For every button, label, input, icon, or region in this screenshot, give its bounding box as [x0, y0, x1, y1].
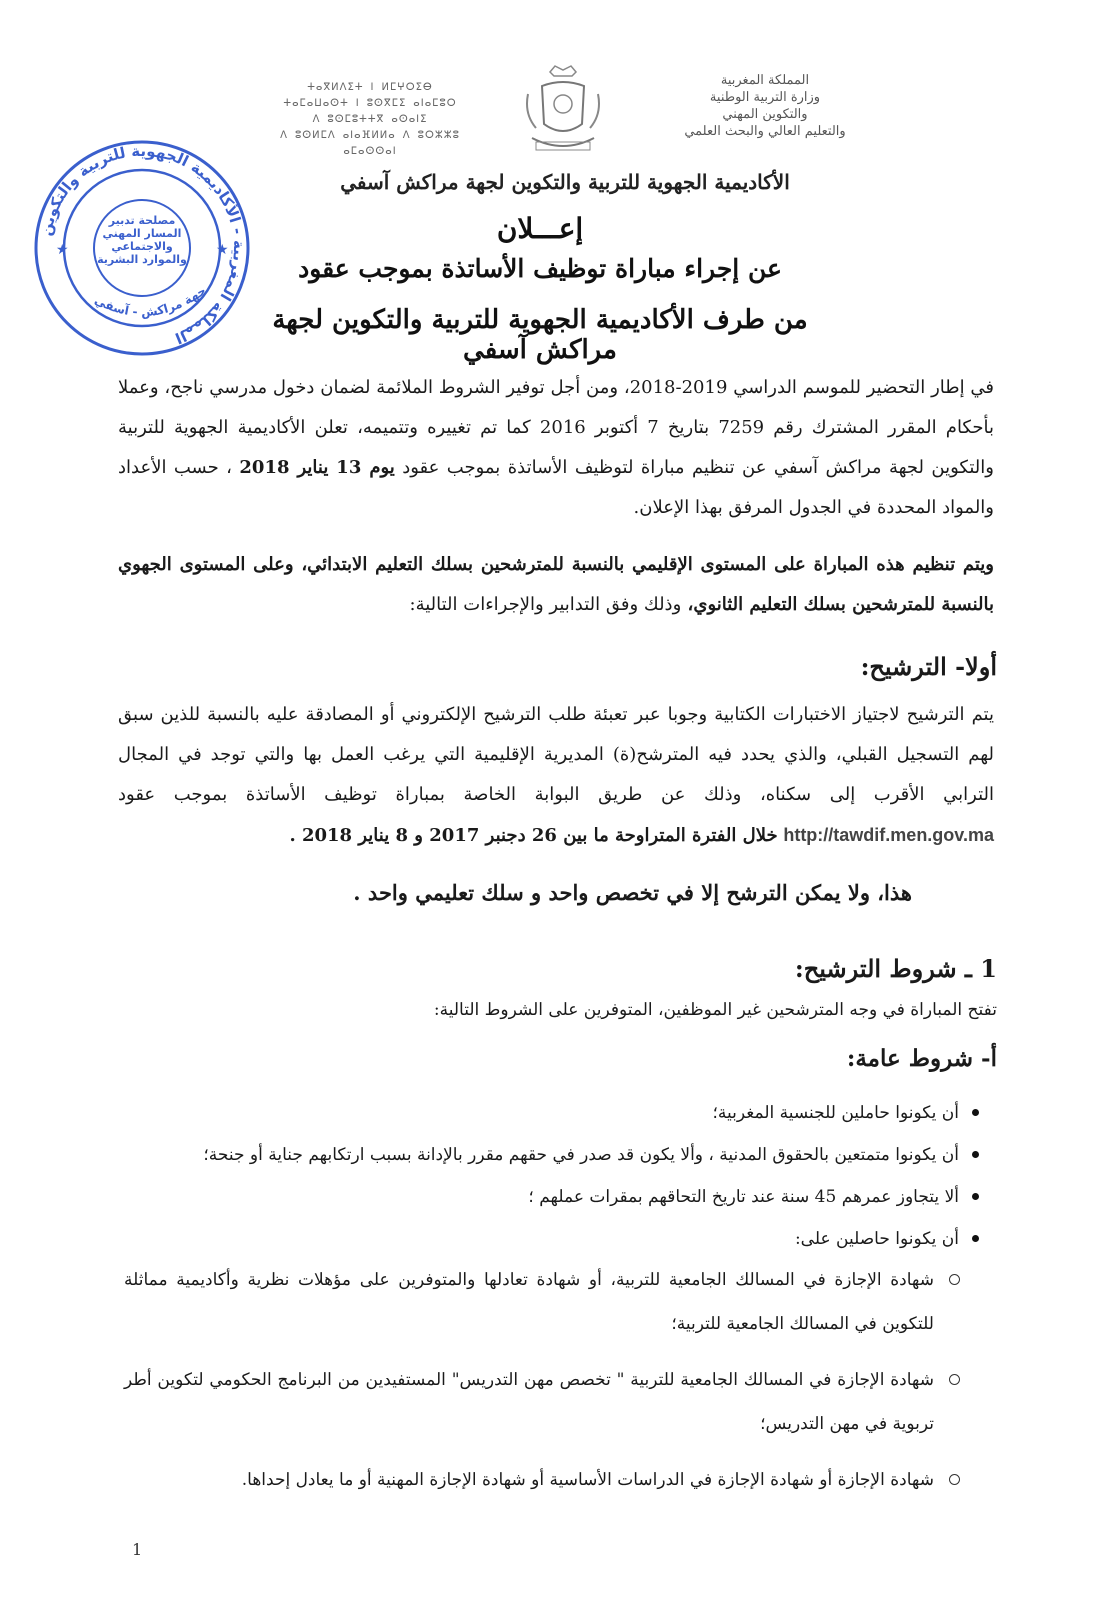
list-item — [124, 1458, 934, 1502]
candidacy-period: خلال الفترة المتراوحة ما بين 26 دجنبر 2017 و 8 يناير 2018 . — [289, 825, 778, 846]
stamp-inner-text: مصلحة تدبير المسار المهني والاجتماعي والموارد البشرية — [97, 214, 187, 266]
svg-text:★: ★ — [56, 242, 69, 258]
single-specialty-note: هذا، ولا يمكن الترشح إلا في تخصص واحد و سلك تعليمي واحد . — [353, 880, 912, 905]
condition-text: أن يكونوا حاصلين على: — [794, 1229, 959, 1249]
organization-bold: ويتم تنظيم هذه المباراة على المستوى الإقليمي بالنسبة للمترشحين بسلك التعليم الابتدائي، وعلى المستوى الجهوي بالنسبة للمترشحين بسلك التعليم الثانوي، — [118, 554, 994, 615]
list-item — [119, 1134, 959, 1176]
list-item — [119, 1092, 959, 1134]
exam-date: يوم 13 يناير 2018 — [239, 457, 395, 478]
degree-text: شهادة الإجازة في المسالك الجامعية للتربية، أو شهادة تعادلها والمتوفرين على مؤهلات نظرية وأكاديمية مماثلة للتكوين في المسالك الجامعية للتربية؛ — [124, 1270, 934, 1334]
intro-paragraph — [118, 368, 994, 528]
announcement-subtitle-2: من طرف الأكاديمية الجهوية للتربية والتكوين لجهة مراكش آسفي — [272, 305, 808, 365]
section-heading-conditions: 1 ـ شروط الترشيح: — [794, 954, 997, 983]
conditions-intro: تفتح المباراة في وجه المترشحين غير الموظفين، المتوفرين على الشروط التالية: — [433, 1000, 997, 1020]
header-line: وزارة التربية الوطنية — [709, 90, 821, 105]
intro-text-end: ، حسب الأعداد والمواد المحددة في الجدول المرفق بهذا الإعلان. — [118, 457, 994, 518]
condition-text: أن يكونوا متمتعين بالحقوق المدنية ، وألا يكون قد صدر في حقهم مقرر بالإدانة بسبب ارتكابهم جناية أو جنحة؛ — [203, 1145, 959, 1165]
announcement-subtitle: عن إجراء مباراة توظيف الأساتذة بموجب عقود — [298, 254, 782, 283]
ministry-header-tifinagh — [250, 80, 490, 160]
degrees-list — [124, 1258, 934, 1514]
moroccan-emblem-icon — [522, 64, 604, 160]
svg-text:★: ★ — [216, 242, 229, 258]
header-line: والتعليم العالي والبحث العلمي — [684, 124, 846, 139]
list-item — [119, 1176, 959, 1218]
list-item — [124, 1258, 934, 1346]
header-line: ⵜⴰⵎⴰⵡⴰⵙⵜ ⵏ ⵓⵙⴳⵎⵉ ⴰⵏⴰⵎⵓⵔ — [283, 98, 457, 109]
list-item — [124, 1358, 934, 1446]
portal-link[interactable]: http://tawdif.men.gov.ma — [783, 825, 994, 845]
official-stamp — [30, 136, 255, 361]
degree-text: شهادة الإجازة أو شهادة الإجازة في الدراسات الأساسية أو شهادة الإجازة المهنية أو ما يعادل إحداها. — [241, 1470, 934, 1490]
ministry-header-arabic — [665, 72, 865, 140]
organization-paragraph — [118, 545, 994, 625]
candidacy-text: يتم الترشيح لاجتياز الاختبارات الكتابية وجوبا عبر تعبئة طلب الترشيح الإلكتروني أو المصادقة عليه بالنسبة للذين سبق لهم التسجيل القبلي، والذي يحدد فيه المترشح(ة) المديرية الإقليمية التي يرغب العمل بها والتي توجد في المجال الترابي الأقرب إلى سكناه، وذلك عن طريق البوابة الخاصة بمباراة توظيف الأساتذة بموجب عقود — [118, 704, 994, 805]
header-line: المملكة المغربية — [720, 73, 810, 88]
academy-name: الأكاديمية الجهوية للتربية والتكوين لجهة مراكش آسفي — [340, 170, 790, 194]
general-conditions-list — [119, 1092, 959, 1260]
header-line: والتكوين المهني — [722, 107, 808, 122]
header-line: ⵜⴰⴳⵍⴷⵉⵜ ⵏ ⵍⵎⵖⵔⵉⴱ — [307, 82, 433, 93]
section-heading-candidacy: أولا- الترشيح: — [860, 652, 997, 681]
intro-text: في إطار التحضير للموسم الدراسي 2019-2018، ومن أجل توفير الشروط الملائمة لضمان دخول مدرسي ناجح، وعملا بأحكام المقرر المشترك رقم 7259 بتاريخ 7 أكتوبر 2016 كما تم تغييره وتتميمه، تعلن الأكاديمية الجهوية للتربية والتكوين لجهة مراكش آسفي عن تنظيم مباراة لتوظيف الأساتذة بموجب عقود — [118, 377, 994, 478]
condition-text: أن يكونوا حاملين للجنسية المغربية؛ — [712, 1103, 959, 1123]
page-number: 1 — [132, 1540, 143, 1559]
stamp-bottom-text: جهة مراكش - آسفي — [92, 283, 209, 320]
organization-normal: وذلك وفق التدابير والإجراءات التالية: — [409, 594, 682, 615]
header-line: ⴷ ⵓⵙⵍⵎⴷ ⴰⵏⴰⴼⵍⵍⴰ ⴷ ⵓⵔⵣⵣⵓ ⴰⵎⴰⵙⵙⴰⵏ — [280, 130, 460, 157]
section-heading-general-conditions: أ- شروط عامة: — [846, 1045, 997, 1072]
header-line: ⴷ ⵓⵙⵎⵓⵜⵜⴳ ⴰⵙⴰⵏⵉ — [312, 114, 428, 125]
candidacy-paragraph — [118, 695, 994, 856]
announcement-title: إعـــلان — [496, 212, 584, 245]
list-item — [119, 1218, 959, 1260]
stamp-outer-text: المملكة المغربية - الأكاديمية الجهوية للتربية والتكوين — [36, 141, 249, 348]
degree-text: شهادة الإجازة في المسالك الجامعية للتربية " تخصص مهن التدريس" المستفيدين من البرنامج الحكومي لتكوين أطر تربوية في مهن التدريس؛ — [124, 1370, 934, 1434]
condition-text: ألا يتجاوز عمرهم 45 سنة عند تاريخ التحاقهم بمقرات عملهم ؛ — [528, 1187, 959, 1207]
